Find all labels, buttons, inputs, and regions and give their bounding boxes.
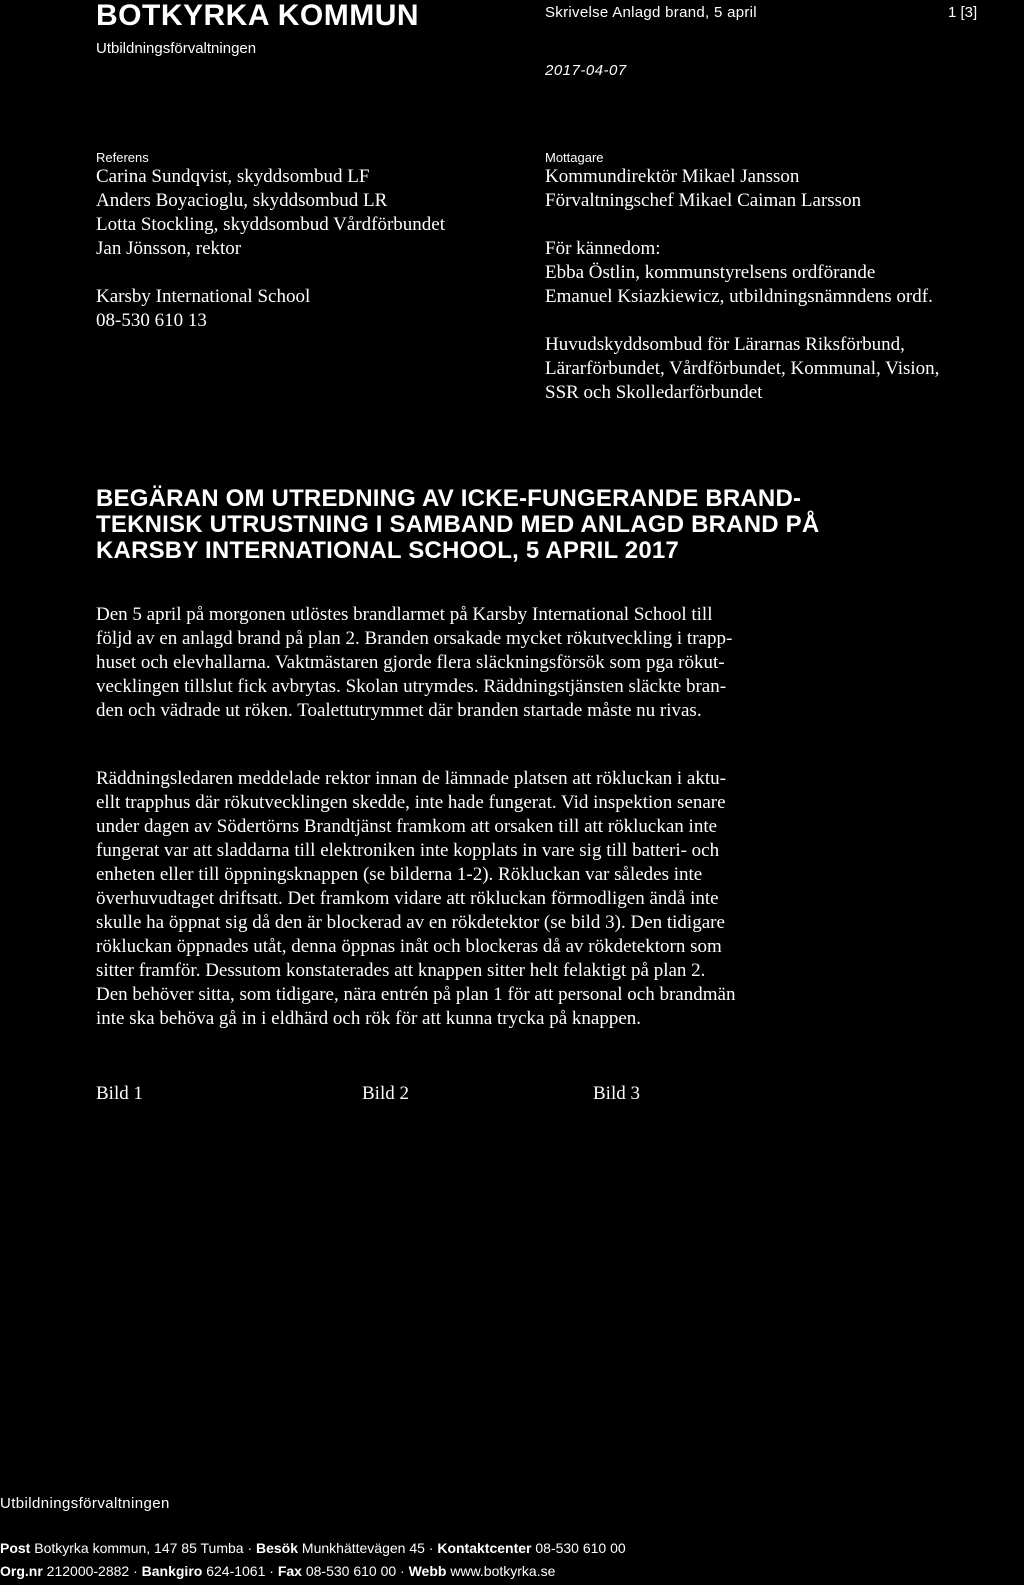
document-title: Skrivelse Anlagd brand, 5 april [545,4,757,21]
paragraph-line: Den behöver sitta, som tidigare, nära entrén på plan 1 för att personal och brandmän [96,984,736,1005]
paragraph-line: överhuvudtaget driftsatt. Det framkom vidare att rökluckan förmodligen ändå inte [96,888,719,909]
caption-bild-2: Bild 2 [362,1083,409,1104]
orgnr-label: Org.nr [0,1563,43,1579]
paragraph-line: den och vädrade ut röken. Toalettutrymmet där branden startade måste nu rivas. [96,700,702,721]
huvudskyddsombud-line: SSR och Skolledarförbundet [545,382,763,403]
webb-link[interactable]: www.botkyrka.se [450,1563,556,1579]
referens-block [96,150,445,333]
paragraph-line: inte ska behöva gå in i eldhärd och rök för att kunna trycka på knappen. [96,1008,642,1029]
school-name: Karsby International School [96,286,311,307]
heading-line: KARSBY INTERNATIONAL SCHOOL, 5 APRIL 2017 [96,537,679,564]
document-date: 2017-04-07 [545,62,627,79]
paragraph-line: Räddningsledaren meddelade rektor innan de lämnade platsen att rökluckan i aktu- [96,768,726,789]
paragraph-line: huset och elevhallarna. Vaktmästaren gjorde flera släckningsförsök som pga rökut- [96,652,725,673]
referens-line: Jan Jönsson, rektor [96,238,242,259]
department-name: Utbildningsförvaltningen [96,40,257,57]
paragraph-line: rökluckan öppnades utåt, denna öppnas inåt och blockeras då av rökdetektorn som [96,936,722,957]
footer-department: Utbildningsförvaltningen [0,1495,170,1512]
huvudskyddsombud-line: Huvudskyddsombud för Lärarnas Riksförbund, [545,334,905,355]
kannedom-line: För kännedom: [545,238,661,259]
referens-line: Anders Boyacioglu, skyddsombud LR [96,190,388,211]
paragraph-line: enheten eller till öppningsknappen (se bilderna 1-2). Rökluckan var således inte [96,864,703,885]
kannedom-line: Ebba Östlin, kommunstyrelsens ordförande [545,262,876,283]
paragraph-line: sitter framför. Dessutom konstaterades att knappen sitter helt felaktigt på plan 2. [96,960,706,981]
kontakt-value: 08-530 610 00 [535,1540,626,1556]
besok-label: Besök [256,1540,299,1556]
mottagare-line: Förvaltningschef Mikael Caiman Larsson [545,190,862,211]
page-number: 1 [3] [948,4,978,21]
paragraph-line: följd av en anlagd brand på plan 2. Branden orsakade mycket rökutveckling i trapp- [96,628,733,649]
paragraph-line: ellt trapphus där rökutvecklingen skedde, inte hade fungerat. Vid inspektion senare [96,792,726,813]
fax-value: 08-530 610 00 · [305,1563,405,1579]
paragraph-1 [96,603,856,723]
referens-line: Lotta Stockling, skyddsombud Vårdförbundet [96,214,446,235]
bankgiro-label: Bankgiro [141,1563,203,1579]
besok-value: Munkhättevägen 45 · [301,1540,434,1556]
huvudskyddsombud-line: Lärarförbundet, Vårdförbundet, Kommunal, Vision, [545,358,940,379]
paragraph-line: under dagen av Södertörns Brandtjänst framkom att orsaken till att rökluckan inte [96,816,718,837]
referens-label: Referens [96,150,149,165]
document-heading [96,486,926,564]
caption-bild-3: Bild 3 [593,1083,640,1104]
orgnr-value: 212000-2882 · [46,1563,138,1579]
mottagare-block [545,150,939,405]
mottagare-line: Kommundirektör Mikael Jansson [545,166,800,187]
paragraph-line: fungerat var att sladdarna till elektroniken inte kopplats in vare sig till batteri- och [96,840,720,861]
mottagare-label: Mottagare [545,150,604,165]
paragraph-2 [96,767,856,1031]
kontakt-label: Kontaktcenter [437,1540,532,1556]
bankgiro-value: 624-1061 · [206,1563,274,1579]
heading-line: TEKNISK UTRUSTNING I SAMBAND MED ANLAGD BRAND PÅ [96,511,820,538]
post-label: Post [0,1540,31,1556]
footer-contact-line [0,1540,626,1556]
paragraph-line: Den 5 april på morgonen utlöstes brandlarmet på Karsby International School till [96,604,713,625]
organization-name: BOTKYRKA KOMMUN [96,0,420,32]
post-value: Botkyrka kommun, 147 85 Tumba · [34,1540,253,1556]
referens-line: Carina Sundqvist, skyddsombud LF [96,166,370,187]
school-phone: 08-530 610 13 [96,310,207,331]
kannedom-line: Emanuel Ksiazkiewicz, utbildningsnämndens ordf. [545,286,933,307]
fax-label: Fax [277,1563,302,1579]
paragraph-line: skulle ha öppnat sig då den är blockerad av en rökdetektor (se bild 3). Den tidigare [96,912,725,933]
webb-label: Webb [408,1563,447,1579]
heading-line: BEGÄRAN OM UTREDNING AV ICKE-FUNGERANDE BRAND- [96,485,802,512]
paragraph-line: vecklingen tillslut fick avbrytas. Skolan utrymdes. Räddningstjänsten släckte bran- [96,676,727,697]
footer-org-line [0,1563,555,1579]
caption-bild-1: Bild 1 [96,1083,143,1104]
